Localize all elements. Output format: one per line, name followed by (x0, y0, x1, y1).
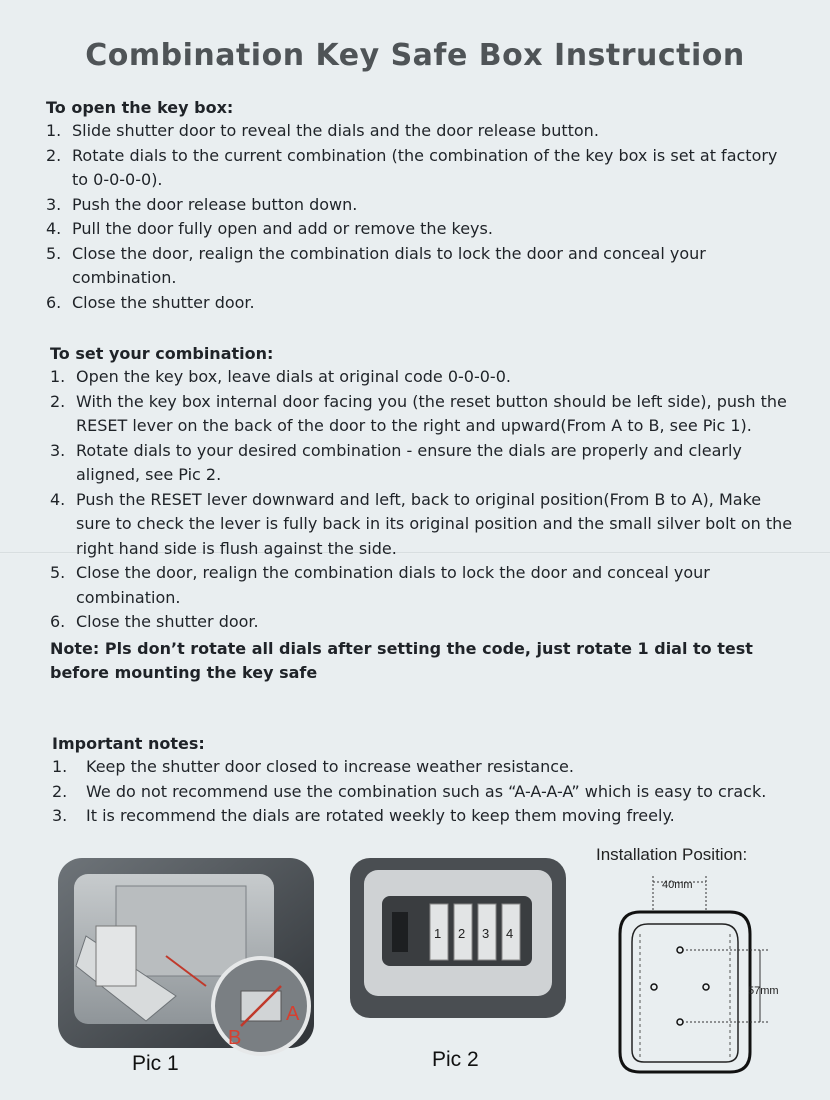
list-item: 6. Close the shutter door. (46, 292, 255, 312)
important-list (52, 755, 802, 829)
install-height-label: 57mm (748, 985, 779, 997)
pic2-illustration (348, 856, 568, 1021)
open-heading: To open the key box: (46, 98, 234, 117)
list-item: 5. Close the door, realign the combination dials to lock the door and conceal your combination. (50, 563, 710, 607)
pic1-illustration (56, 856, 316, 1056)
pic1-caption: Pic 1 (132, 1052, 179, 1075)
list-item: 4. Push the RESET lever downward and left, back to original position(From B to A), Make sure to check the lever is fully back in its original position and the small silver bolt on the right hand side is flush against the side. (50, 489, 793, 558)
set-steps-list (50, 365, 800, 635)
list-item: 1. Slide shutter door to reveal the dials and the door release button. (46, 121, 599, 140)
install-width-label: 40mm (662, 879, 693, 891)
open-section (46, 98, 796, 315)
list-item: 2. With the key box internal door facing you (the reset button should be left side), push the RESET lever on the back of the door to the right and upward(From A to B, see Pic 1). (50, 391, 787, 435)
set-section (50, 344, 800, 685)
pic2-dial-4: 4 (506, 926, 514, 941)
list-item: 1. Keep the shutter door closed to increase weather resistance. (52, 757, 574, 776)
important-section (52, 734, 802, 829)
list-item: 2. Rotate dials to the current combination (the combination of the key box is set at factory to 0-0-0-0). (46, 145, 778, 189)
pic2-figure (348, 856, 568, 1086)
list-item: 6. Close the shutter door. (50, 612, 259, 631)
pic2-dial-1: 1 (434, 926, 442, 941)
install-diagram (610, 872, 810, 1088)
pic2-dial-3: 3 (482, 926, 490, 941)
install-title: Installation Position: (596, 845, 748, 864)
list-item: 1. Open the key box, leave dials at original code 0-0-0-0. (50, 367, 511, 386)
set-heading: To set your combination: (50, 344, 274, 363)
open-steps-list (46, 119, 796, 315)
important-heading: Important notes: (52, 734, 205, 753)
list-item: 3. Rotate dials to your desired combination - ensure the dials are properly and clearly aligned, see Pic 2. (50, 440, 742, 484)
pic1-figure (56, 856, 316, 1086)
page-title: Combination Key Safe Box Instruction (85, 38, 745, 73)
set-note: Note: Pls don’t rotate all dials after setting the code, just rotate 1 dial to test before mounting the key safe (50, 638, 753, 682)
pic2-dial-2: 2 (458, 926, 466, 941)
pic1-label-a: A (286, 1003, 300, 1025)
list-item: 2. We do not recommend use the combination such as “A-A-A-A” which is easy to crack. (52, 781, 767, 801)
pic2-caption: Pic 2 (432, 1048, 479, 1071)
pic1-label-b: B (228, 1027, 242, 1049)
list-item: 3. It is recommend the dials are rotated weekly to keep them moving freely. (52, 806, 675, 825)
list-item: 5. Close the door, realign the combination dials to lock the door and conceal your combination. (46, 243, 706, 287)
list-item: 4. Pull the door fully open and add or remove the keys. (46, 219, 493, 238)
list-item: 3. Push the door release button down. (46, 194, 358, 214)
